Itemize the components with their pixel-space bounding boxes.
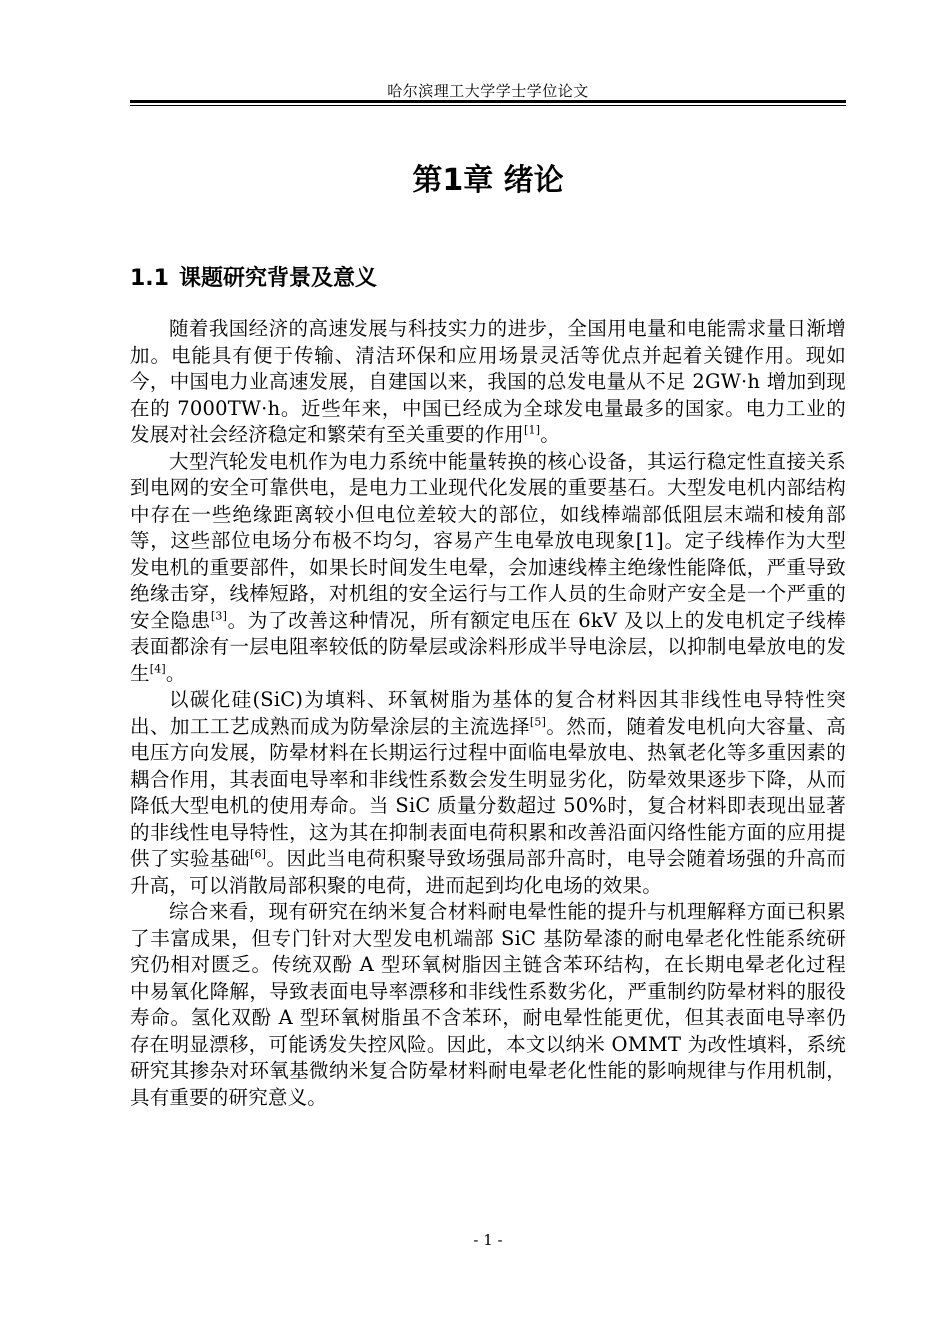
paragraph xyxy=(130,316,846,449)
citation: [3] xyxy=(210,609,228,622)
paragraph-text: 随着我国经济的高速发展与科技实力的进步，全国用电量和电能需求量日渐增加。电能具有便于传输、清洁环保和应用场景灵活等优点并起着关键作用。现如今，中国电力业高速发展，自建国以来，我国的总发电量从不足 2GW·h 增加到现在的 7000TW·h。近些年来，中国已经成为全球发电量最多的国家。电力工业的发展对社会经济稳定和繁荣有至关重要的作用 xyxy=(130,317,846,446)
running-header: 哈尔滨理工大学学士学位论文 xyxy=(387,82,589,100)
body-text xyxy=(130,316,846,1111)
paragraph xyxy=(130,899,846,1111)
paragraph-text: 。然而，随着发电机向大容量、高电压方向发展，防晕材料在长期运行过程中面临电晕放电、热氧老化等多重因素的耦合作用，其表面电导率和非线性系数会发生明显劣化，防晕效果逐步下降，从而降低大型电机的使用寿命。当 SiC 质量分数超过 50%时，复合材料即表现出显著的非线性电导特性，这为其在抑制表面电荷积累和改善沿面闪络性能方面的应用提供了实验基础 xyxy=(130,714,846,870)
section-title: 课题研究背景及意义 xyxy=(178,266,377,291)
citation: [4] xyxy=(149,662,166,675)
paragraph-text: 以碳化硅(SiC)为填料、环氧树脂为基体的复合材料因其非线性电导特性突出、加工工艺成熟而成为防晕涂层的主流选择 xyxy=(130,688,846,738)
paragraph-text: 大型汽轮发电机作为电力系统中能量转换的核心设备，其运行稳定性直接关系到电网的安全可靠供电，是电力工业现代化发展的重要基石。大型发电机内部结构中存在一些绝缘距离较小但电位差较大的部位，如线棒端部低阻层末端和棱角部等，这些部位电场分布极不均匀，容易产生电晕放电现象[1]。定子线棒作为大型发电机的重要部件，如果长时间发生电晕，会加速线棒主绝缘性能降低，严重导致绝缘击穿，线棒短路，对机组的安全运行与工作人员的生命财产安全是一个严重的安全隐患 xyxy=(130,449,846,632)
paragraph-text: 。 xyxy=(165,661,186,685)
citation: [5] xyxy=(529,715,547,728)
paragraph-text: 。为了改善这种情况，所有额定电压在 6kV 及以上的发电机定子线棒表面都涂有一层电阻率较低的防晕层或涂料形成半导电涂层，以抑制电晕放电的发生 xyxy=(130,608,846,685)
citation: [6] xyxy=(249,847,267,861)
page-number: - 1 - xyxy=(473,1231,503,1249)
paragraph xyxy=(130,687,846,899)
header-rule-thin xyxy=(130,105,846,106)
paragraph xyxy=(130,449,846,688)
paragraph-text: 综合来看，现有研究在纳米复合材料耐电晕性能的提升与机理解释方面已积累了丰富成果，但专门针对大型发电机端部 SiC 基防晕漆的耐电晕老化性能系统研究仍相对匮乏。传统双酚 A 型环氧树脂因主链含苯环结构，在长期电晕老化过程中易氧化降解，导致表面电导率漂移和非线性系数劣化，严重制约防晕材料的服役寿命。氢化双酚 A 型环氧树脂虽不含苯环，耐电晕性能更优，但其表面电导率仍存在明显漂移，可能诱发失控风险。因此，本文以纳米 OMMT 为改性填料，系统研究其掺杂对环氧基微纳米复合防晕材料耐电晕老化性能的影响规律与作用机制，具有重要的研究意义。 xyxy=(130,900,846,1109)
paragraph-text: 。 xyxy=(540,423,560,446)
paragraph-text: 。因此当电荷积聚导致场强局部升高时，电导会随着场强的升高而升高，可以消散局部积聚的电荷，进而起到均化电场的效果。 xyxy=(130,847,846,897)
header-rule-thick xyxy=(130,100,846,103)
section-heading xyxy=(130,261,377,292)
section-number: 1.1 xyxy=(130,266,169,291)
citation: [1] xyxy=(524,423,541,437)
chapter-title: 第1章 绪论 xyxy=(412,163,564,198)
